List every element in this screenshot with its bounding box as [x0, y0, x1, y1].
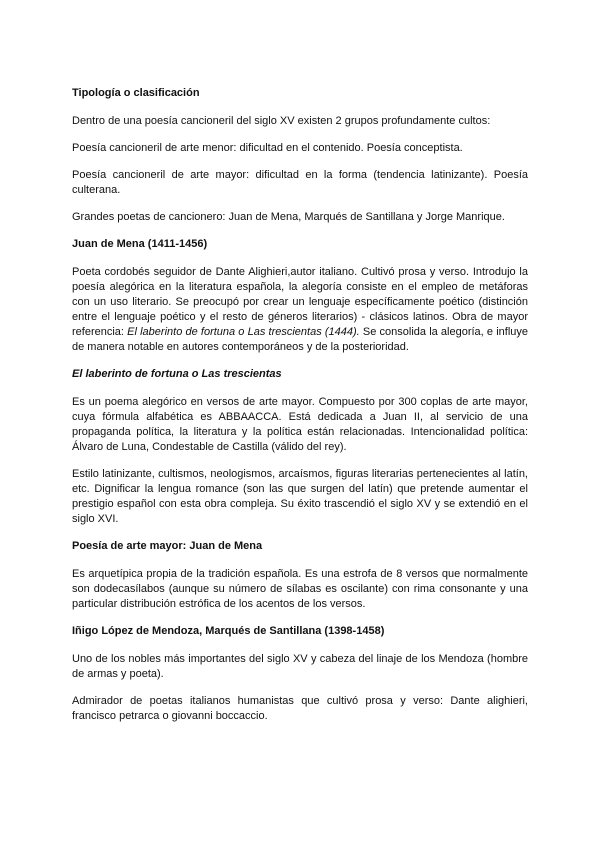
paragraph-juan-de-mena-text-b: Se consolida la alegoría, e influye de manera notable en autores contemporáneos y de la posterioridad. [72, 326, 528, 353]
paragraph-arquetipica: Es arquetípica propia de la tradición española. Es una estrofa de 8 versos que normalmente son dodecasílabos (aunque su número de sílabas es oscilante) con rima consonante y una particular distribución estrófica de los acentos de los versos. [72, 568, 528, 610]
paragraph-grandes-poetas: Grandes poetas de cancionero: Juan de Mena, Marqués de Santillana y Jorge Manrique. [72, 211, 505, 223]
heading-poesia-arte-mayor: Poesía de arte mayor: Juan de Mena [72, 540, 263, 552]
paragraph-poema-alegorico: Es un poema alegórico en versos de arte mayor. Compuesto por 300 coplas de arte mayor, cuya fórmula alfabética es ABBAACCA. Está dedicada a Juan II, al servicio de una propaganda política, la literatura y la política están relacionadas. Intencionalidad política: Álvaro de Luna, Condestable de Castilla (válido del rey). [72, 396, 528, 453]
paragraph-estilo: Estilo latinizante, cultismos, neologismos, arcaísmos, figuras literarias pertenecientes al latín, etc. Dignificar la lengua romance (son las que surgen del latín) que pretende aumentar el prestigio español con esta obra compleja. Su éxito trascendió el siglo XV y se extendió en el siglo XVI. [72, 468, 528, 525]
paragraph-nobles: Uno de los nobles más importantes del siglo XV y cabeza del linaje de los Mendoza (hombre de armas y poeta). [72, 653, 528, 680]
paragraph-admirador: Admirador de poetas italianos humanistas que cultivó prosa y verso: Dante alighieri, francisco petrarca o giovanni boccaccio. [72, 695, 528, 722]
heading-santillana: Iñigo López de Mendoza, Marqués de Santillana (1398-1458) [72, 625, 385, 637]
paragraph-juan-de-mena [72, 265, 528, 355]
paragraph-arte-mayor: Poesía cancioneril de arte mayor: dificultad en la forma (tendencia latinizante). Poesía culterana. [72, 169, 528, 196]
heading-laberinto: El laberinto de fortuna o Las trescientas [72, 368, 282, 380]
heading-tipologia: Tipología o clasificación [72, 87, 200, 99]
heading-juan-de-mena: Juan de Mena (1411-1456) [72, 238, 208, 250]
work-title: El laberinto de fortuna o Las trescientas (1444). [127, 326, 360, 338]
paragraph-intro: Dentro de una poesía cancioneril del siglo XV existen 2 grupos profundamente cultos: [72, 115, 491, 127]
paragraph-arte-menor: Poesía cancioneril de arte menor: dificultad en el contenido. Poesía conceptista. [72, 142, 463, 154]
paragraph-juan-de-mena-text-a: Poeta cordobés seguidor de Dante Alighieri,autor italiano. Cultivó prosa y verso. Introdujo la poesía alegórica en la literatura española, la alegoría consiste en el empleo de metáforas con un uso literario. Se preocupó por crear un lenguaje específicamente poético (distinción entre el lenguaje poético y el resto de géneros literarios) - clásicos latinos. Obra de mayor referencia: [72, 266, 528, 338]
